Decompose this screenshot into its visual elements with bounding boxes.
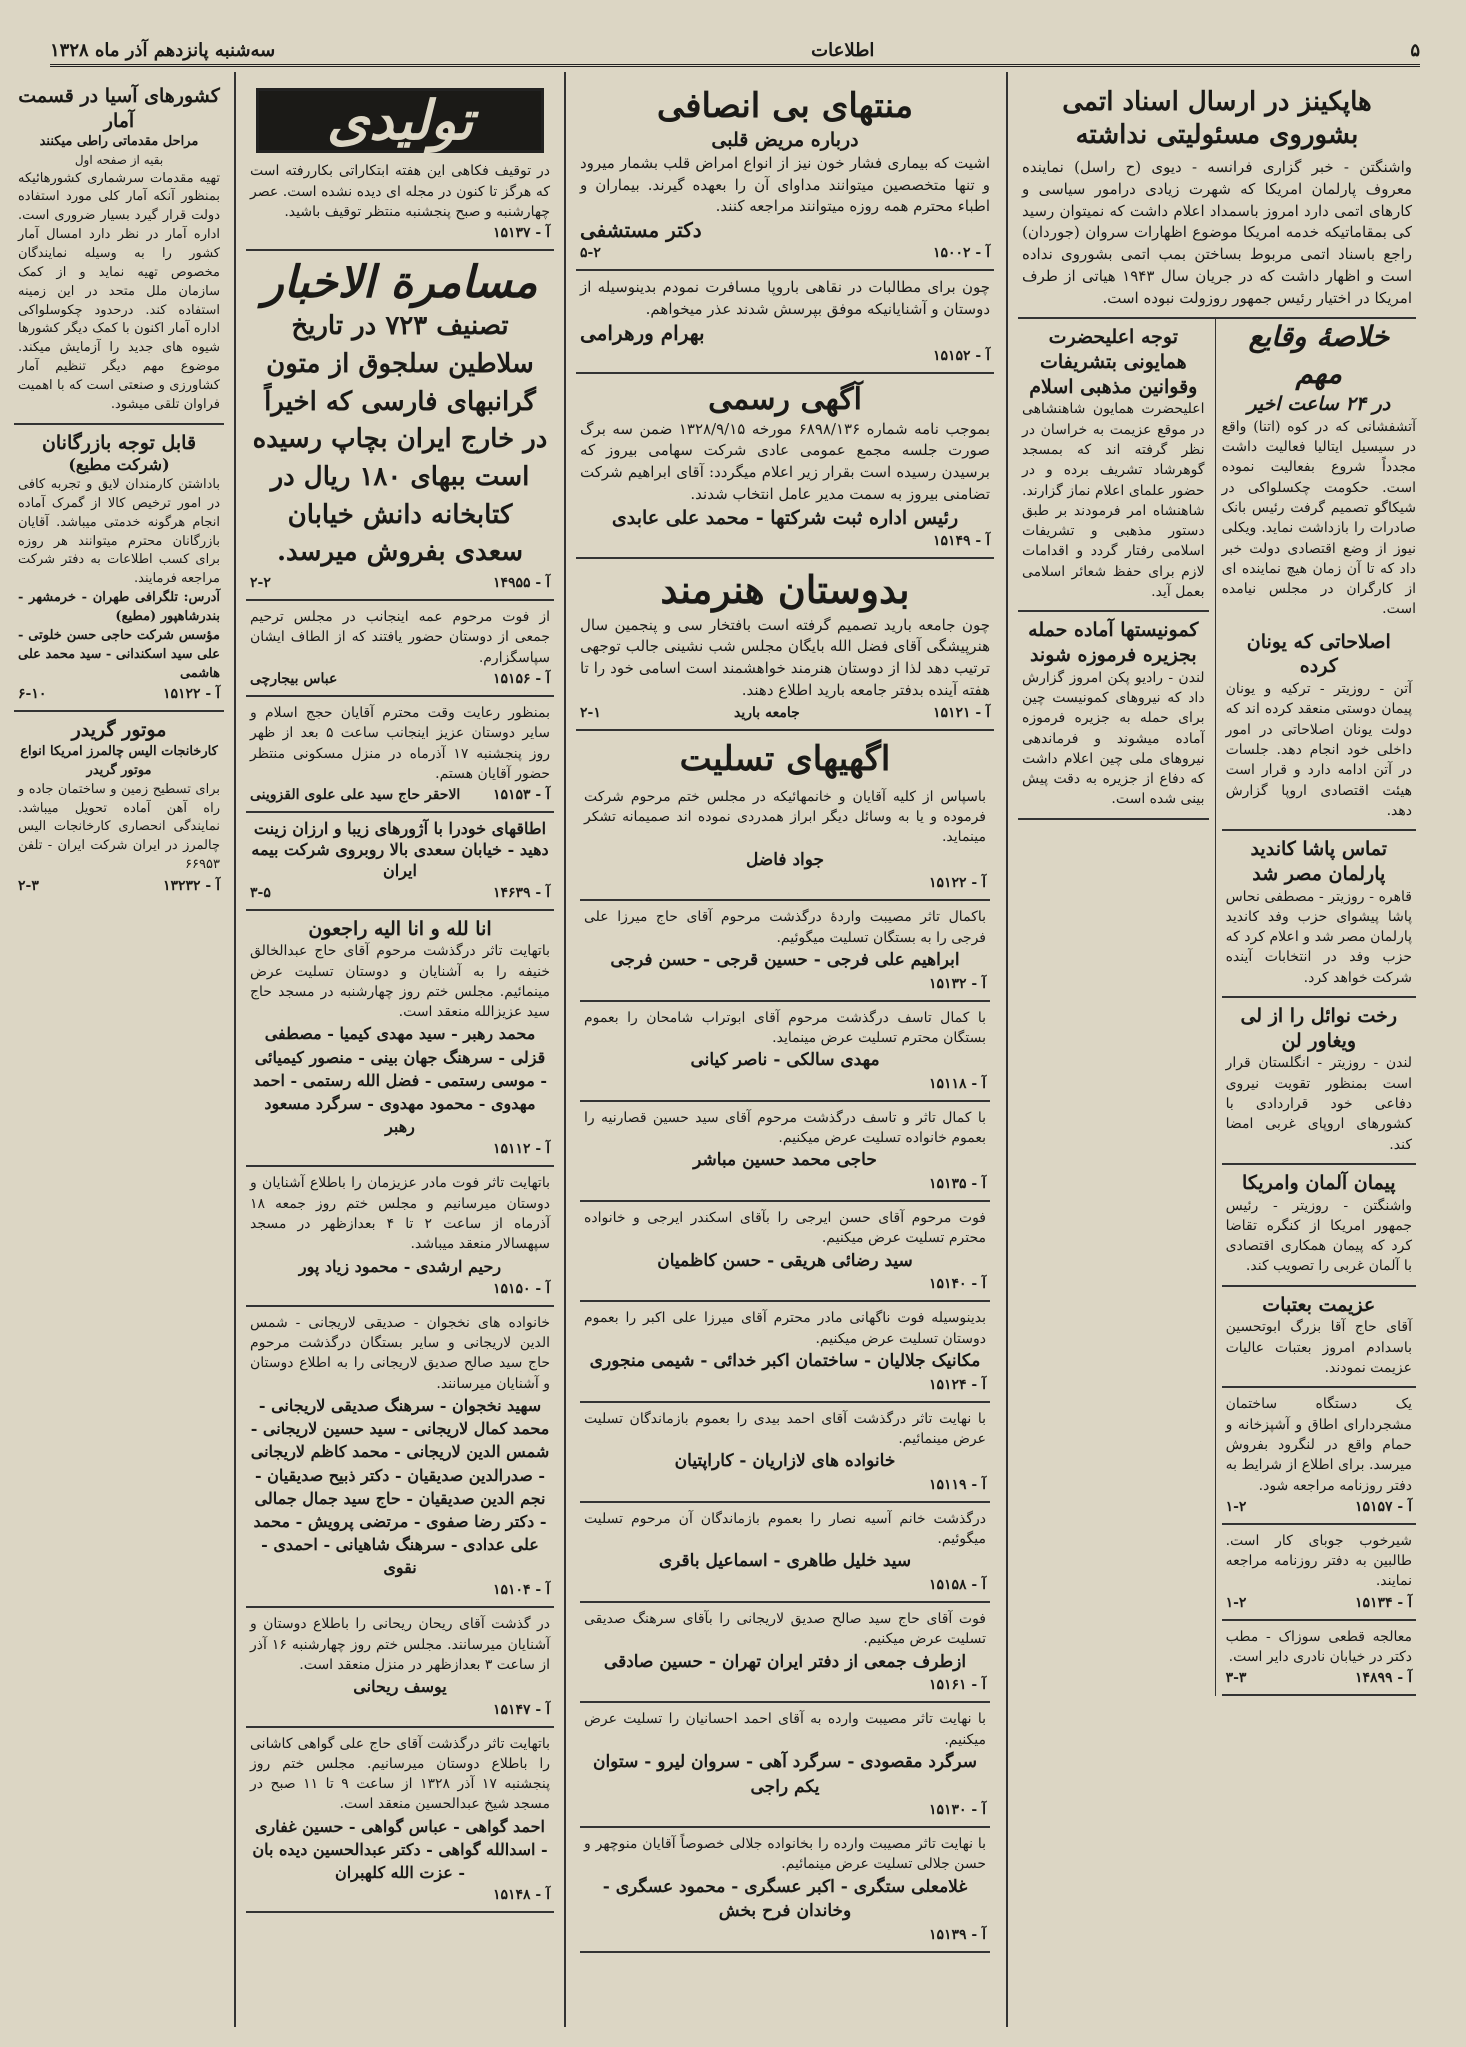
condolence-text: با نهایت تاثر مصیبت وارده را بخانواده جلالی خصوصاً آقایان منوچهر و حسن جلالی تسلیت عرض مینمائیم. [584,1836,986,1873]
condolence-text: با نهایت تاثر درگذشت آقای احمد بیدی را بعموم بازماندگان تسلیت عرض مینمائیم. [584,1410,986,1447]
condolence-signature: غلامعلی ستگری - اکبر عسگری - محمود عسگری - وخاندان فرح بخش [602,1876,968,1922]
condolence-text: باسپاس از کلیه آقایان و خانمهائیکه در مجلس ختم مرحوم شرکت فرموده و یا به وسائل دیگر ابراز همدردی نموده اند صمیمانه تشکر مینماید. [584,788,986,846]
pilgrimage-notice [1222,1287,1416,1389]
royal-body: اعلیحضرت همایون شاهنشاهی در موقع عزیمت به خراسان در نظر گرفته اند که بمسجد گوهرشاد تشریف برده و در حضور علمای اعلام نماز گزارند. شاهنشاه امر فرمودند بر طبق دستور مذهبی و تشریفات اسلامی رفتار گردد و اقدامات لازم برای حفظ شعائر اسلامی بعمل آید. [1022,401,1205,600]
condolence-code: آ - ۱۵۱۲۲ [928,875,986,892]
formosa-headline: کمونیستها آماده حمله بجزیره فرموزه شوند [1028,619,1199,666]
condolence-text: بدینوسیله فوت ناگهانی مادر محترم آقای میرزا علی اکبر را بعموم دوستان تسلیت عرض میکنیم. [584,1310,986,1347]
motor-code: آ - ۱۳۲۳۲ [162,877,220,894]
greece-headline: اصلاحاتی که یونان کرده [1246,630,1391,678]
merchants-body: باداشتن کارمندان لایق و تجربه کافی در امور ترخیص کالا از گمرک آماده انجام هرگونه خدمتی میباشد. آقایان بازرگانان محترم میتوانند هر روزه برای کسب اطلاعات به دفتر شرکت مراجعه فرمایند. [18,477,220,587]
heart-number: ۵-۲ [580,245,601,262]
motor-number: ۲-۳ [18,877,39,894]
notice-body: بموجب نامه شماره ۶۸۹۸/۱۳۶ مورخه ۱۳۲۸/۹/۱۵ ضمن سه برگ صورت جلسه مجمع عمومی عادی شرکت سهامی بیروز که برسیدن رسیده است بقرار زیر اعلام میگردد: آقای ابراهیم شرکت تضامنی بیروز به سمت مدیر عامل انتخاب شدند. [580,419,990,503]
book-number: ۲-۲ [250,575,271,592]
classified-number: ۳-۳ [1225,1670,1247,1687]
asia-article [14,78,224,425]
small-notice-signature: الاحقر حاج سید علی علوی القزوینی [250,787,461,804]
funeral-code: آ - ۱۵۱۱۲ [492,1141,550,1158]
lead-headline: هاپکینز در ارسال اسناد اتمی بشوروی مسئولیتی نداشته [1062,87,1372,150]
parliament-body: قاهره - روزیتر - مصطفی نحاس پاشا پیشوای حزب وفد کاندید پارلمان مصر شد و اعلام کرد که حزب وفد در انتخابات آینده شرکت خواهد کرد. [1225,888,1412,986]
condolence-notice [580,1503,990,1603]
thanks-body: چون برای مطالبات در نقاهی باروپا مسافرت نمودم بدینوسیله از دوستان و آشنایانیکه موفق بپرسش شدند عذر میخواهم. [580,278,990,318]
funeral-code: آ - ۱۵۱۴۷ [492,1701,550,1718]
book-code: آ - ۱۴۹۵۵ [492,575,550,592]
motor-headline: موتور گریدر [71,719,167,742]
funeral-notice [246,1167,554,1306]
heart-body: اشیت که بیماری فشار خون نیز از انواع امراض قلب بشمار میرود و تنها متخصصین میتوانند مداوای آن را بعهده گیرند. بیماران و اطباء محترم همه روزه میتوانند مراجعه کنند. [580,153,990,216]
condolence-code: آ - ۱۵۱۲۴ [928,1376,986,1393]
motor-body: برای تسطیح زمین و ساختمان جاده و راه آهن آماده تحویل میباشد. نمایندگی انحصاری کارخانجات الیس چالمرز در ایران شرکت ایران - تلفن ۶۶۹۵۳ [18,781,220,873]
condolence-signature: خانواده های لازاریان - کاراپتیان [674,1451,896,1472]
classified-text: معالجه قطعی سوزاک - مطب دکتر در خیابان نادری دایر است. [1225,1628,1412,1665]
sports-article [1222,998,1416,1165]
paper-name: اطلاعات [811,39,875,61]
classified-2 [1222,1525,1416,1621]
heart-code: آ - ۱۵۰۰۲ [932,245,990,262]
issue-date: سه‌شنبه پانزدهم آذر ماه ۱۳۲۸ [50,39,276,61]
small-notice-1 [246,697,554,813]
funeral-code: آ - ۱۵۱۰۴ [492,1582,550,1599]
book-headline: تصنیف ۷۲۳ در تاریخ سلاطین سلجوق از متون گرانبهای فارسی که اخیراً در خارج ایران بچاپ رسیده است ببهای ۱۸۰ ریال در کتابخانه دانش خیابان سعدی بفروش میرسد. [252,311,548,568]
humor-magazine-ad [246,78,554,251]
condolence-signature: حاجی محمد حسین مباشر [693,1150,877,1171]
condolence-section [576,731,994,1961]
column-left [4,72,234,2027]
merchants-headline: قابل توجه بازرگانان [41,431,197,454]
pact-headline: پیمان آلمان وامریکا [1242,1171,1396,1194]
merchants-address: آدرس: تلگرافی طهران - خرمشهر - بندرشاهپور (مطیع) [18,590,220,624]
thanks-code: آ - ۱۵۱۵۲ [932,347,990,364]
funeral-names: احمد گواهی - عباس گواهی - حسین غفاری - اسدالله گواهی - دکتر عبدالحسین دیده بان - عزت الله کلهبران [252,1816,548,1883]
sports-body: لندن - روزیتر - انگلستان قرار است بمنظور تقویت نیروی دفاعی خود قراردادی با کشورهای اروپای غربی امضا کند. [1225,1055,1412,1153]
artists-ad [576,559,994,730]
small-notice-2-code: آ - ۱۴۶۳۹ [492,884,550,901]
funeral-list [246,911,554,1914]
official-notice [576,374,994,560]
greece-article [1222,620,1416,831]
classified-number: ۱-۲ [1225,1498,1247,1515]
funeral-code: آ - ۱۵۱۴۸ [492,1887,550,1904]
funeral-text: خانواده های نخجوان - صدیقی لاریجانی - شمس الدین لاریجانی و سایر بستگان درگذشت مرحوم حاج سید صالح صدیق لاریجانی را به اطلاع دوستان و آشنایان میرسانند. [250,1314,550,1392]
top-strip [50,36,1420,67]
condolence-signature: مهدی سالکی - ناصر کیانی [690,1050,880,1071]
thanks-ad [576,271,994,374]
merchants-signature: مؤسس شرکت حاجی حسن خلوتی - علی سید اسکندانی - سید محمد علی هاشمی [18,627,220,681]
condolence-notice [580,1102,990,1202]
funeral-code: آ - ۱۵۱۵۰ [492,1280,550,1297]
column-right-split [1018,319,1416,1696]
royal-and-asia [1018,319,1215,1696]
small-condolence-signature: عباس بیجارچی [250,670,338,687]
condolence-notice [580,1002,990,1102]
condolence-notice [580,781,990,902]
pilgrimage-body: آقای حاج آقا بزرگ ابوتحسین باسدادم امروز بعتبات عالیات عزیمت نمودند. [1225,1319,1412,1377]
magazine-logo: تولیدی [256,88,544,153]
condolence-text: فوت مرحوم آقای حسن ایرجی را بآقای اسکندر ایرجی و خانواده محترم تسلیت عرض میکنیم. [584,1210,986,1247]
digest-title: خلاصهٔ وقایع مهم [1248,320,1390,390]
classified-number: ۱-۲ [1225,1594,1247,1611]
classified-1 [1222,1388,1416,1524]
magazine-body: در توقیف فکاهی این هفته ابتکاراتی بکاررفته است که هرگز تا کنون در مجله ای دیده نشده است. عصر چهارشنبه و صبح پنجشنبه منتظر توقیف باشید. [250,163,550,220]
funeral-text: باتهایت تاثر درگذشت آقای حاج علی گواهی کاشانی را باطلاع دوستان میرسانیم. مجلس ختم روز پنجشنبه ۱۷ آذر ۱۳۲۸ از ساعت ۹ تا ۱۱ صبح در مسجد شیخ عبدالحسین منعقد است. [250,1735,550,1813]
condolence-code: آ - ۱۵۱۳۵ [928,1176,986,1193]
motor-subtitle: کارخانجات الیس چالمرز امریکا انواع موتور گریدر [20,744,218,778]
asia-headline: کشورهای آسیا در قسمت آمار [18,85,220,132]
funeral-text: باتهایت تاثر درگذشت مرحوم آقای حاج عبدالخالق خنیفه را به آشنایان و دوستان تسلیت عرض مینمائیم. مجلس ختم روز چهارشنبه در مسجد حاج سید عزیزالله منعقد است. [250,943,550,1021]
notice-title: آگهی رسمی [708,381,862,417]
merchants-number: ۶-۱۰ [18,686,47,703]
small-notice-code: آ - ۱۵۱۵۳ [492,787,550,804]
funeral-notice [246,1307,554,1609]
heart-signature: دکتر مستشفی [580,218,702,243]
asia-subtitle: مراحل مقدماتی راطی میکنند [39,134,199,150]
funeral-names: سهید نخجوان - سرهنگ صدیقی لاریجانی - محمد کمال لاریجانی - سید حسین لاریجانی - شمس الدین لاریجانی - محمد کاظم لاریجانی - صدرالدین صدیقیان - دکتر ذبیح صدیقیان - نجم الدین صدیقیان - حاج سید جمال جمالی - دکتر رضا صفوی - مرتضی پرویش - محمد علی عدادی - سرهنگ شاهیانی - احمدی - نقوی [250,1395,550,1578]
digest-body: آتشفشانی که در کوه (اتنا) واقع در سیسیل ایتالیا فعالیت داشت مجدداً شروع بفعالیت نموده است. حکومت چکسلواکی در شیکاگو تصمیم گرفت رئیس بانک صادرات را بازداشت نماید. ویکلی نیوز از وضع اقتصادی دولت خبر داد که تا آن زمان هیچ نماینده ای از کارگران در مجلس نیامده است. [1221,418,1416,618]
formosa-article [1018,612,1209,819]
thanks-signature: بهرام ورهرامی [580,320,705,345]
pact-article [1222,1165,1416,1287]
digest-subtitle: در ۲۴ ساعت اخیر [1247,393,1391,416]
merchants-ad [14,425,224,713]
notice-code: آ - ۱۵۱۴۹ [932,533,990,550]
merchants-code: آ - ۱۵۱۲۲ [162,686,220,703]
condolence-code: آ - ۱۵۱۱۹ [928,1476,986,1493]
small-condolence [246,601,554,697]
funeral-text: باتهایت تاثر فوت مادر عزیزمان را باطلاع آشنایان و دوستان میرسانیم و مجلس ختم روز جمعه ۱۸ آذرماه از ساعت ۲ تا ۴ بعدازظهر در مسجد سپهسالار منعقد میباشد. [250,1175,550,1253]
column-center-left [234,72,564,2027]
small-condolence-body: از فوت مرحوم عمه اینجانب در مجلس ترحیم جمعی از دوستان حضور یافتند که از الطاف ایشان سپاسگزارم. [250,609,550,666]
condolence-code: آ - ۱۵۱۵۸ [928,1577,986,1594]
condolence-code: آ - ۱۵۱۳۹ [928,1927,986,1944]
small-notice-2-number: ۳-۵ [250,884,271,901]
formosa-body: لندن - رادیو پکن امروز گزارش داد که نیروهای کمونیست چین برای حمله به جزیره فرموزه آماده میشوند و فرماندهی نیروهای ملی چین اعلام داشت که دفاع از جزیره به دقت پیش بینی شده است. [1022,669,1205,808]
classified-code: آ - ۱۴۸۹۹ [1354,1670,1412,1687]
asia-continued: بقیه از صفحه اول [74,153,164,168]
condolence-code: آ - ۱۵۱۴۰ [928,1276,986,1293]
condolence-text: با کمال تاسف درگذشت مرحوم آقای ابوتراب شامحان را بعموم بستگان محترم تسلیت عرض مینماید. [584,1009,986,1046]
condolence-notice [580,1828,990,1953]
condolence-code: آ - ۱۵۱۳۲ [928,975,986,992]
heart-ad [576,78,994,271]
condolence-title: اگهیهای تسلیت [679,738,891,779]
classified-text: شیرخوب جوبای کار است. طالبین به دفتر روزنامه مراجعه نمایند. [1225,1532,1412,1590]
sports-headline: رخت نوائل را از لی ویغاور لن [1240,1005,1398,1052]
condolence-signature: سرگرد مقصودی - سرگرد آهی - سروان لیرو - ستوان یکم راجی [592,1751,978,1797]
book-masthead: مسامرة الاخبار [262,257,538,309]
classified-3 [1222,1621,1416,1697]
funeral-notice [246,911,554,1168]
condolence-notice [580,1302,990,1402]
parliament-headline: تماس پاشا کاندید پارلمان مصر شد [1250,838,1388,885]
pilgrimage-title: عزیمت بعتبات [1262,1293,1376,1316]
column-center-right [564,72,1004,2027]
condolence-text: درگذشت خانم آسیه نصار را بعموم بازماندگان آن مرحوم تسلیت میگوئیم. [584,1510,986,1548]
condolence-code: آ - ۱۵۱۱۸ [928,1075,986,1092]
page-number: ۵ [1410,39,1420,61]
small-notice-2 [246,813,554,910]
condolence-list [580,781,990,1953]
funeral-notice [246,1608,554,1727]
artists-signature: جامعه بارید [734,704,800,721]
condolence-text: با کمال تاثر و تاسف درگذشت مرحوم آقای سید حسین قصارنیه را بعموم خانواده تسلیت عرض میکنیم. [584,1109,986,1147]
heart-headline: منتهای بی انصافی [656,86,914,126]
royal-headline: توجه اعلیحضرت همایونی بتشریفات وقوانین مذهبی اسلام [1029,326,1198,398]
lead-article [1018,78,1416,319]
funeral-notice [246,1728,554,1914]
funeral-names: محمد رهبر - سید مهدی کیمیا - مصطفی قزلی - سرهنگ جهان بینی - منصور کیمیائی - موسی رستمی - فضل الله رستمی - احمد مهدوی - محمود مهدوی - سرگرد مسعود رهبر [253,1024,547,1137]
small-notice-2-body: اطاقهای خودرا با آژورهای زیبا و ارزان زینت دهید - خیابان سعدی بالا روبروی شرکت بیمه ایران [251,819,549,880]
news-digest [1215,319,1416,1696]
greece-body: آتن - روزیتر - ترکیه و یونان پیمان دوستی منعقد کرده اند که دولت یونان اصلاحاتی در امور داخلی خود انجام دهد. جلسات در آتن ادامه دارد و قرار است هیئت اقتصادی اروپا گزارش دهد. [1225,681,1412,819]
condolence-notice [580,1202,990,1302]
condolence-notice [580,1603,990,1703]
motor-grader-ad [14,712,224,902]
magazine-code: آ - ۱۵۱۳۷ [492,225,550,242]
funeral-names: یوسف ریحانی [353,1677,447,1697]
condolence-signature: سید رضائی هریقی - حسن کاظمیان [657,1250,913,1271]
asia-body: تهیه مقدمات سرشماری کشورهائیکه بمنظور آنکه آمار کلی مورد استفاده دولت قرار گیرد بسیار ضروری است. اداره آمار در نظر دارد امسال آمار کشور را به وسیله نمایندگان مخصوص تهیه نماید و از کمک سازمان ملل متحد در این زمینه استفاده کند. درحدود چکوسلواکی اداره آمار اکنون با کمک دیگر کشورها شیوه های جدید را آزمایش میکند. موضوع مهم دیگر تنظیم آمار کشاورزی و صنعتی است که با اهمیت فراوان تلقی میشود. [18,170,220,412]
classified-code: آ - ۱۵۱۳۴ [1354,1594,1412,1611]
small-condolence-code: آ - ۱۵۱۵۶ [492,670,550,687]
artists-body: چون جامعه بارید تصمیم گرفته است بافتخار سی و پنجمین سال هنرپیشگی آقای فضل الله بایگان مجلس شب نشینی جالب توجهی ترتیب دهد لذا از دوستان هنرمند خواهشمند است اسامی خود را تا هفته آینده بدفتر جامعه بارید اطلاع دهند. [580,615,990,699]
condolence-notice [580,1703,990,1828]
lead-body: واشنگتن - خبر گزاری فرانسه - دیوی (ح راسل) نماینده معروف پارلمان امریکا که شهرت زیادی درامور سیاسی و کارهای اتمی دارد امروز باسمداد اعلام داشت که نمیتوان رسید کی بمقاماتیکه خدمه امریکا موضوع اظهارات سروان (جوردان) راجع باسناد اتمی مربوط بساختن بمب اتمی بشوروی نداده است و اظهار داشت که در جریان سال ۱۹۴۳ هیاتی از طرف امریکا در اختیار رئیس جمهور روزولت نبوده است. [1022,158,1412,307]
condolence-signature: جواد فاضل [745,849,825,870]
parliament-article [1222,831,1416,998]
artists-headline: بدوستان هنرمند [660,567,910,613]
notice-signature: رئیس اداره ثبت شرکتها - محمد علی عابدی [611,506,959,529]
artists-number: ۲-۱ [580,704,601,721]
condolence-signature: ابراهیم علی فرجی - حسین قرجی - حسن فرجی [610,950,960,971]
condolence-text: فوت آقای حاج سید صالح صدیق لاریجانی را بآقای سرهنگ صدیقی تسلیت عرض میکنیم. [584,1611,986,1648]
merchants-subtitle: (شرکت مطیع) [68,455,170,475]
funeral-names: رحیم ارشدی - محمود زیاد پور [298,1256,502,1276]
funeral-text: در گذشت آقای ریحان ریحانی را باطلاع دوستان و آشنایان میرسانند. مجلس ختم روز چهارشنبه ۱۶ آذر از ساعت ۳ بعدازظهر در منزل منعقد است. [250,1616,551,1674]
condolence-signature: مکانیک جلالیان - ساختمان اکبر خدائی - شیمی منجوری [589,1350,981,1371]
condolence-text: باکمال تاثر مصیبت واردهٔ درگذشت مرحوم آقای حاج میرزا علی فرجی را به بستگان تسلیت میگوئیم. [584,909,986,946]
artists-code: آ - ۱۵۱۲۱ [932,704,990,721]
condolence-code: آ - ۱۵۱۶۱ [928,1677,986,1694]
column-right [1006,72,1426,2027]
pact-body: واشنگتن - روزیتر - رئیس جمهور امریکا از کنگره تقاضا کرد که پیمان همکاری اقتصادی با آلمان غربی را تصویب کند. [1225,1197,1412,1275]
classified-code: آ - ۱۵۱۵۷ [1354,1498,1412,1515]
small-notice-body: بمنظور رعایت وقت محترم آقایان حجج اسلام و سایر دوستان عزیز اینجانب ساعت ۵ بعد از ظهر روز پنجشنبه ۱۷ آذرماه در منزل مسکونی منتظر حضور آقایان هستم. [250,704,550,782]
condolence-text: با نهایت تاثر مصیبت وارده به آقای احمد احسانیان را تسلیت عرض میکنیم. [584,1711,986,1748]
condolence-notice [580,1403,990,1503]
condolence-notice [580,901,990,1001]
condolence-signature: سید خلیل طاهری - اسماعیل باقری [658,1551,912,1572]
royal-article [1018,319,1209,612]
heart-subtitle: درباره مریض قلبی [711,129,859,152]
funeral-title: انا لله و انا الیه راجعون [308,917,492,940]
condolence-signature: ازطرف جمعی از دفتر ایران تهران - حسین صادقی [603,1651,967,1672]
condolence-code: آ - ۱۵۱۳۰ [928,1802,986,1819]
classified-text: یک دستگاه ساختمان مشجردارای اطاق و آشپزخانه و حمام واقع در لنگرود بفروش میرسد. برای اطلاع از شرایط به دفتر روزنامه مراجعه شود. [1225,1396,1412,1494]
book-ad [246,251,554,601]
